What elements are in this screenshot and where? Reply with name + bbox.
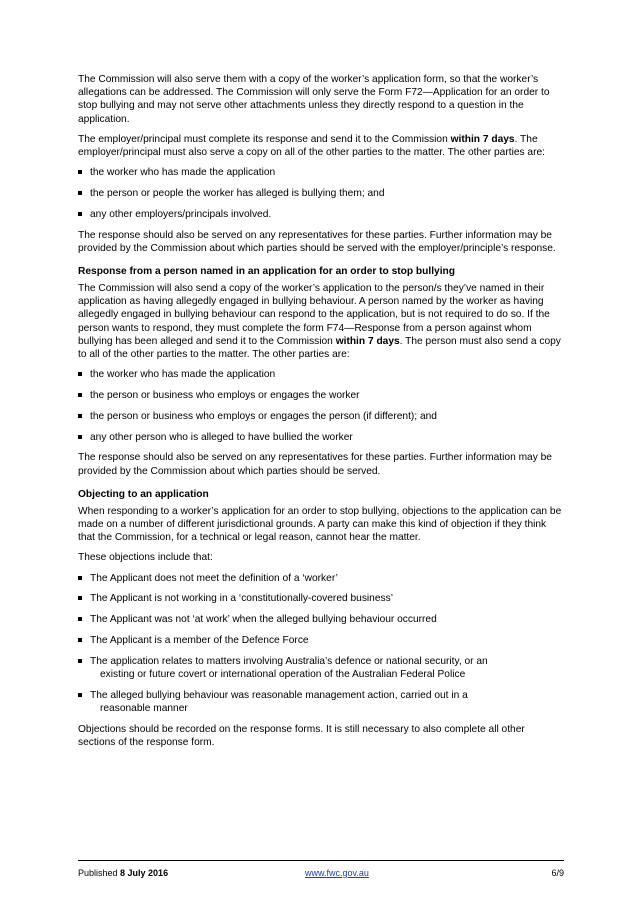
other-parties-list [78,166,564,221]
text: . The employer/principal must also serve a copy on all of the other parties to the matter. The other parties are: [78,133,545,159]
published-date-value: 8 July 2016 [120,868,169,878]
website-link[interactable]: www.fwc.gov.au [305,868,369,878]
paragraph-person-named [78,282,564,361]
square-bullet-icon [78,659,82,663]
published-label: Published [78,868,121,878]
list-item-text-continued: reasonable manner [100,703,188,715]
square-bullet-icon [78,638,82,642]
section-heading-response: Response from a person named in an application for an order to stop bullying [78,266,455,278]
list-item [78,689,564,715]
square-bullet-icon [78,596,82,600]
objections-list [78,572,564,716]
square-bullet-icon [78,693,82,697]
list-item [78,166,564,179]
list-item-text: The Applicant does not meet the definition of a ‘worker’ [90,572,338,584]
square-bullet-icon [78,393,82,397]
paragraph-objections-intro: When responding to a worker’s application for an order to stop bullying, objections to the application can be made on a number of different jurisdictional grounds. A party can make this kind of objection if they think that the Commission, for a technical or legal reason, cannot hear the matter. [78,505,562,544]
list-item-text: the worker who has made the application [90,167,276,179]
square-bullet-icon [78,372,82,376]
paragraph-record-objections: Objections should be recorded on the response forms. It is still necessary to also complete all other sections of the response form. [78,723,525,749]
list-item-text: The Applicant was not ‘at work’ when the alleged bullying behaviour occurred [90,614,437,626]
paragraph-objections-include: These objections include that: [78,552,213,564]
deadline-bold: within 7 days [450,133,515,145]
text: The employer/principal must complete its response and send it to the Commission [78,133,451,145]
square-bullet-icon [78,435,82,439]
list-item [78,572,564,585]
other-parties-list-2 [78,368,564,444]
list-item [78,389,564,402]
list-item [78,368,564,381]
paragraph-representatives: The response should also be served on any representatives for these parties. Further information may be provided by the Commission about which parties should be served with the employer/principle’s response. [78,229,556,254]
list-item-text: the person or business who employs or engages the person (if different); and [90,410,437,422]
page-content [78,73,564,756]
list-item-text: the person or business who employs or engages the worker [90,390,360,402]
list-item [78,208,564,221]
list-item-text: the worker who has made the application [90,369,276,381]
list-item-text: The alleged bullying behaviour was reasonable management action, carried out in a [90,689,468,701]
list-item-text: any other person who is alleged to have bullied the worker [90,431,353,443]
list-item-text: The Applicant is not working in a ‘constitutionally-covered business’ [90,593,393,605]
square-bullet-icon [78,576,82,580]
square-bullet-icon [78,414,82,418]
square-bullet-icon [78,212,82,216]
list-item [78,613,564,626]
deadline-bold: within 7 days [335,335,400,347]
paragraph-employer-response [78,133,564,159]
list-item-text: any other employers/principals involved. [90,208,272,220]
page-footer [78,860,564,878]
list-item [78,431,564,444]
list-item [78,410,564,423]
square-bullet-icon [78,617,82,621]
text: The Commission will also send a copy of the worker’s application to the person/s they’ve named in their application as having allegedly engaged in bullying behaviour. A person named by the worker as having allegedly engaged in bullying behaviour can respond to the application, but is not required to do so. If the person wants to respond, they must complete the form F74—Response from a person against whom bullying has been alleged and send it to the Commission [78,283,550,347]
square-bullet-icon [78,170,82,174]
section-heading-objecting: Objecting to an application [78,488,209,500]
list-item-text: The Applicant is a member of the Defence Force [90,635,309,647]
list-item [78,655,564,681]
list-item [78,634,564,647]
list-item-text: The application relates to matters involving Australia’s defence or national security, or an [90,655,488,667]
text: . The person must also send a copy to all of the other parties to the matter. The other parties are: [78,335,561,361]
page-number: 6/9 [551,868,564,878]
list-item-text-continued: existing or future covert or international operation of the Australian Federal Police [100,669,466,681]
square-bullet-icon [78,191,82,195]
paragraph-representatives-2: The response should also be served on any representatives for these parties. Further information may be provided by the Commission about which parties should be served. [78,452,552,477]
list-item-text: the person or people the worker has alleged is bullying them; and [90,188,385,200]
list-item [78,592,564,605]
published-date [78,868,168,879]
paragraph-serve-copy: The Commission will also serve them with a copy of the worker’s application form, so that the worker’s allegations can be addressed. The Commission will only serve the Form F72—Application for an order to stop bullying and may not serve other attachments unless they directly respond to a question in the application. [78,74,550,125]
list-item [78,187,564,200]
